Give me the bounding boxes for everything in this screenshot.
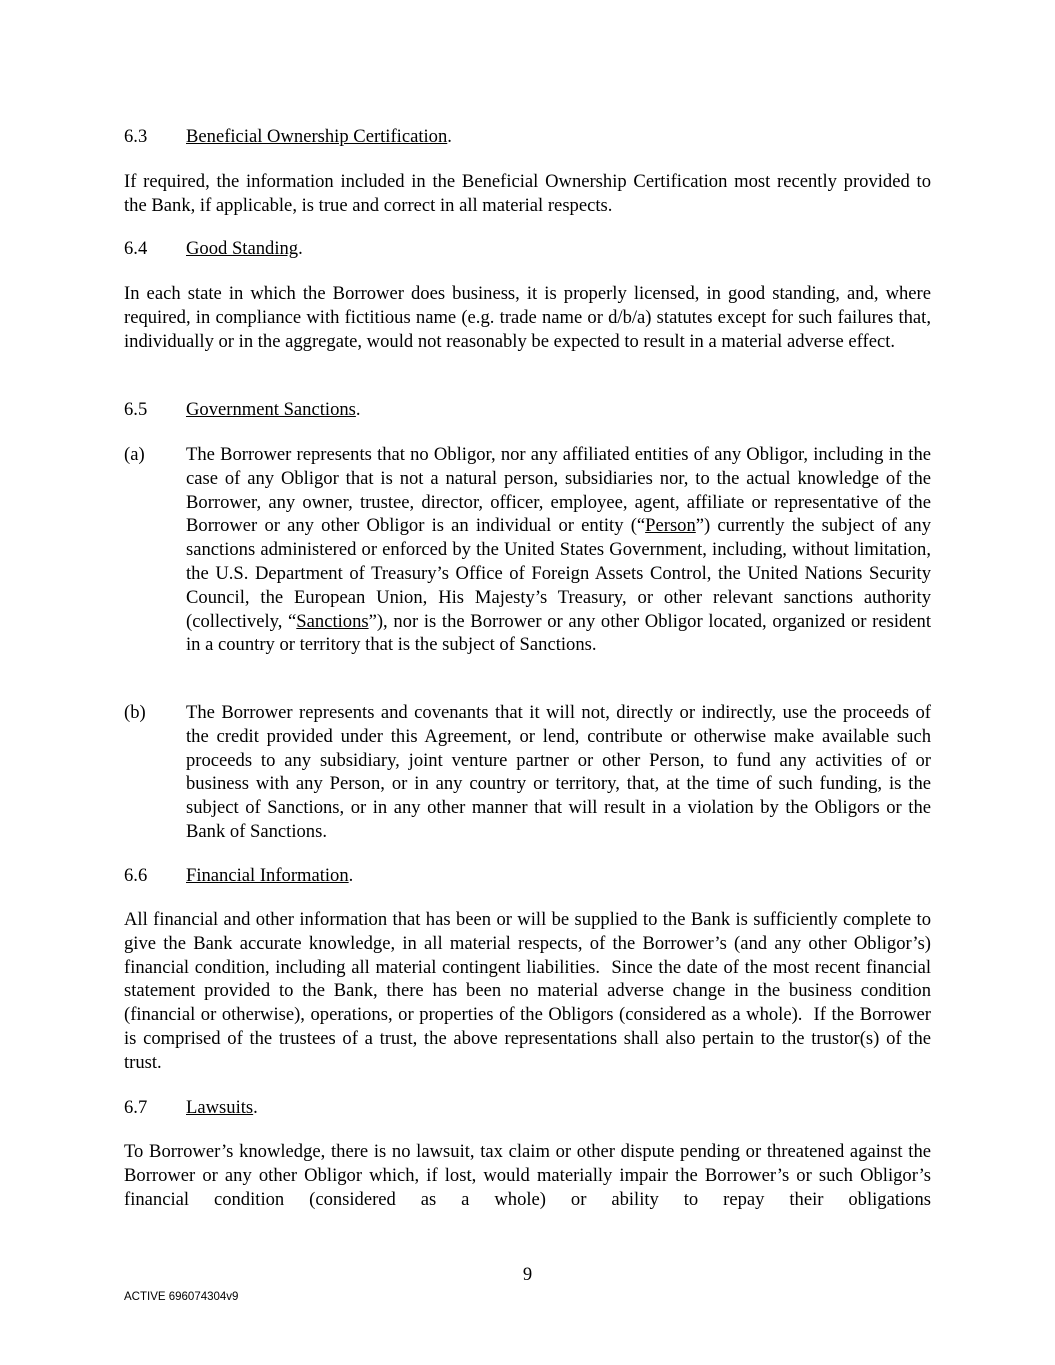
section-6-4-body: In each state in which the Borrower does business, it is properly licensed, in good standing, and, where required, in compliance with fictitious name (e.g. trade name or d/b/a) statutes except for such failures that, individually or in the aggregate, would not reasonably be expected to result in a material adverse effect. [124, 283, 931, 352]
clause-text [186, 443, 931, 657]
section-title: Government Sanctions [186, 399, 356, 420]
section-6-7-heading [124, 1096, 258, 1120]
section-number: 6.7 [124, 1097, 148, 1118]
text-part: The Borrower represents that no Obligor, nor any affiliated entities of any Obligor, including in the case of any Obligor that is not a natural person, subsidiaries nor, to the actual knowledge of the Borrower, any owner, trustee, director, officer, employee, agent, affiliate or representative of the Borrower or any other Obligor is an individual or entity (“ [186, 444, 931, 537]
section-6-3-heading [124, 125, 452, 149]
clause-a [124, 443, 931, 657]
section-title: Lawsuits [186, 1097, 254, 1118]
section-number: 6.4 [124, 238, 148, 259]
period: . [447, 126, 452, 147]
period: . [355, 399, 361, 420]
defined-term-person: Person [645, 515, 696, 537]
section-6-7-body: To Borrower’s knowledge, there is no lawsuit, tax claim or other dispute pending or threatened against the Borrower or any other Obligor which, if lost, would materially impair the Borrower’s or such Obligor’s financial condition (considered as a whole) or ability to repay their obligations [124, 1141, 931, 1210]
period: . [348, 865, 354, 886]
section-title: Good Standing [186, 238, 299, 259]
defined-term-sanctions: Sanctions [296, 610, 369, 632]
section-6-5-heading [124, 398, 361, 422]
clause-label: (b) [124, 702, 146, 723]
clause-label: (a) [124, 444, 145, 465]
text-part: ”) currently the subject of any sanctions administered or enforced by the United States Government, including, without limitation, the U.S. Department of Treasury’s Office of Foreign Assets Control, the United Nations Security Council, the European Union, His Majesty’s Treasury, or other relevant sanctions authority (collectively, “ [186, 515, 931, 632]
section-number: 6.3 [124, 126, 148, 147]
section-number: 6.5 [124, 399, 148, 420]
clause-b [124, 701, 931, 844]
section-6-3-body: If required, the information included in the Beneficial Ownership Certification most recently provided to the Bank, if applicable, is true and correct in all material respects. [124, 171, 931, 216]
section-6-4-heading [124, 237, 303, 261]
period: . [298, 238, 303, 259]
text-part: ”), nor is the Borrower or any other Obligor located, organized or resident in a country or territory that is the subject of Sanctions. [186, 610, 932, 656]
section-title: Financial Information [186, 865, 349, 886]
section-number: 6.6 [124, 865, 148, 886]
page-number: 9 [522, 1264, 533, 1285]
section-6-6-body: All financial and other information that has been or will be supplied to the Bank is sufficiently complete to give the Bank accurate knowledge, in all material respects, of the Borrower’s (and any other Obligor’s) financial condition, including all material contingent liabilities. Since the date of the most recent financial statement provided to the Bank, there has been no material adverse change in the business condition (financial or otherwise), operations, or properties of the Obligors (considered as a whole). If the Borrower is comprised of the trustees of a trust, the above representations shall also pertain to the trustor(s) of the trust. [124, 909, 936, 1073]
section-6-6-heading [124, 864, 353, 888]
clause-text: The Borrower represents and covenants that it will not, directly or indirectly, use the proceeds of the credit provided under this Agreement, or lend, contribute or otherwise make available such proceeds to any subsidiary, joint venture partner or other Person, to fund any activities of or business with any Person, or in any country or territory, that, at the time of such funding, is the subject of Sanctions, or in any other manner that will result in a violation by the Obligors or the Bank of Sanctions. [186, 702, 931, 842]
section-title: Beneficial Ownership Certification [186, 126, 448, 147]
document-footer-id: ACTIVE 696074304v9 [124, 1291, 239, 1303]
period: . [253, 1097, 258, 1118]
